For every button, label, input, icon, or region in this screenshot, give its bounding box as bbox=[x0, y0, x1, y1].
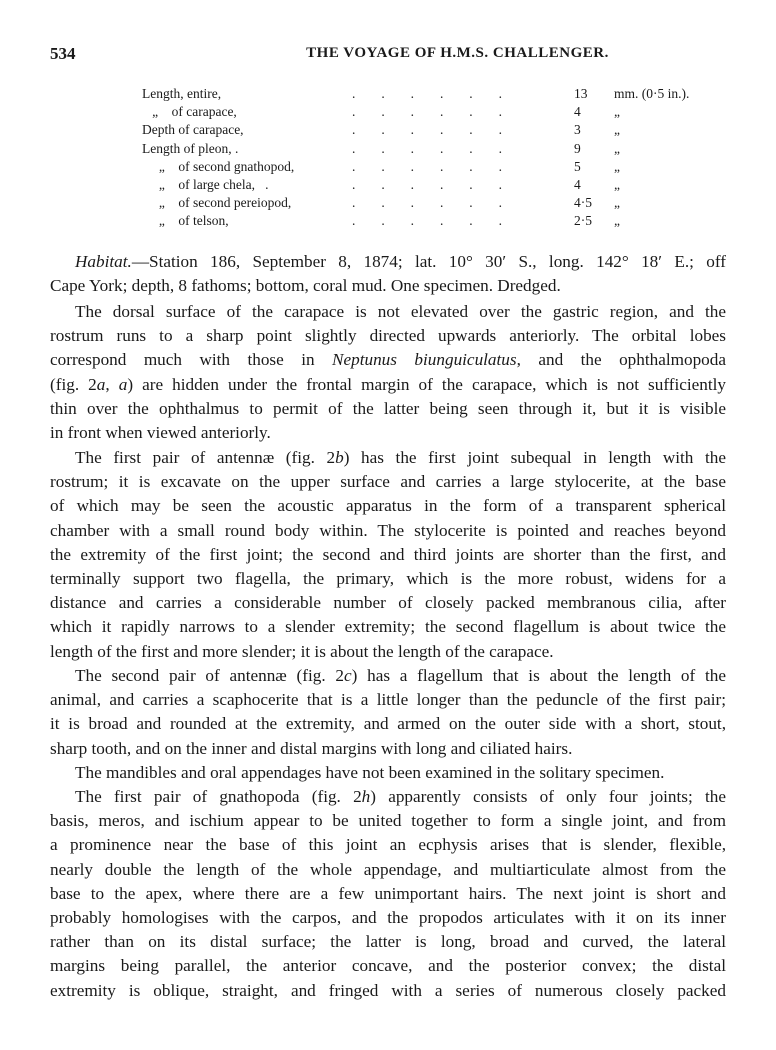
leader-dots bbox=[352, 104, 502, 120]
measurement-row bbox=[142, 159, 702, 177]
text-line bbox=[50, 348, 726, 372]
line-content: a prominence near the base of this joint an ecphysis arises that is slender, flexible, bbox=[50, 835, 726, 855]
line-content: extremity is oblique, straight, and fringed with a series of numerous closely packed bbox=[50, 980, 726, 1000]
line-content: animal, and carries a scaphocerite that is a little longer than the peduncle of the first pair; bbox=[50, 690, 726, 710]
text-line bbox=[50, 954, 726, 978]
page-number: 534 bbox=[50, 44, 76, 63]
leader-dot: . bbox=[469, 122, 473, 138]
leader-dot: . bbox=[469, 195, 473, 211]
text-line bbox=[50, 858, 726, 882]
line-content: The dorsal surface of the carapace is not elevated over the gastric region, and the bbox=[75, 302, 726, 321]
leader-dot: . bbox=[352, 86, 356, 101]
text-line bbox=[50, 324, 726, 348]
leader-dot: . bbox=[352, 176, 356, 192]
measurement-value: 5 bbox=[574, 158, 581, 174]
measurement-label: Depth of carapace, bbox=[142, 122, 244, 138]
leader-dots bbox=[352, 86, 502, 102]
leader-dot: . bbox=[410, 104, 414, 120]
leader-dot: . bbox=[381, 140, 385, 156]
leader-dot: . bbox=[469, 140, 473, 156]
line-content: in front when viewed anteriorly. bbox=[50, 422, 271, 442]
leader-dot: . bbox=[439, 104, 444, 120]
paragraph bbox=[50, 300, 726, 445]
line-content: thin over the ophthalmus to permit of the latter being seen through it, but it is visible bbox=[50, 398, 726, 418]
line-content: rostrum; it is excavate on the upper surface and carries a large stylocerite, at the base bbox=[50, 472, 726, 492]
line-content: which it rapidly narrows to a slender extremity; the second flagellum is about twice the bbox=[50, 617, 726, 637]
leader-dot: . bbox=[352, 158, 356, 174]
leader-dots bbox=[352, 213, 502, 229]
line-content: sharp tooth, and on the inner and distal margins with long and ciliated hairs. bbox=[50, 738, 573, 758]
line-content: distance and carries a considerable number of closely packed membranous cilia, after bbox=[50, 593, 726, 613]
measurement-label: „ of carapace, bbox=[142, 104, 237, 120]
measurement-row bbox=[142, 195, 702, 213]
paragraph bbox=[50, 664, 726, 761]
text-line bbox=[50, 712, 726, 736]
leader-dot: . bbox=[381, 176, 385, 192]
italic-text: c bbox=[344, 666, 352, 685]
measurement-value: 9 bbox=[574, 140, 581, 156]
text-line bbox=[50, 906, 726, 930]
measurement-unit: „ bbox=[614, 195, 620, 211]
leader-dot: . bbox=[439, 140, 444, 156]
leader-dot: . bbox=[498, 122, 502, 138]
measurement-label: „ of telson, bbox=[142, 213, 229, 229]
leader-dot: . bbox=[410, 158, 414, 174]
text-line bbox=[50, 664, 726, 688]
text-line bbox=[50, 300, 726, 324]
leader-dot: . bbox=[352, 104, 356, 120]
measurement-unit: „ bbox=[614, 140, 620, 156]
text-line bbox=[50, 274, 726, 298]
line-content: Cape York; depth, 8 fathoms; bottom, coral mud. One specimen. Dredged. bbox=[50, 276, 561, 296]
italic-text: h bbox=[361, 787, 371, 806]
line-content: (fig. 2a, a) are hidden under the frontal margin of the carapace, which is not sufficiently bbox=[50, 374, 726, 394]
leader-dot: . bbox=[381, 213, 385, 229]
leader-dots bbox=[352, 122, 502, 138]
line-content: length of the first and more slender; it is about the length of the carapace. bbox=[50, 641, 554, 661]
leader-dot: . bbox=[439, 122, 444, 138]
measurement-row bbox=[142, 141, 702, 159]
line-content: base to the apex, where there are a few unimportant hairs. The next joint is short and bbox=[50, 883, 726, 903]
line-content: margins being parallel, the anterior concave, and the posterior convex; the distal bbox=[50, 956, 726, 976]
measurement-unit: „ bbox=[614, 104, 620, 120]
leader-dot: . bbox=[381, 195, 385, 211]
line-content: rather than on its distal surface; the latter is long, broad and curved, the lateral bbox=[50, 932, 726, 952]
italic-text: Neptunus biunguiculatus bbox=[332, 350, 517, 370]
line-content: The mandibles and oral appendages have not been examined in the solitary specimen. bbox=[75, 763, 665, 782]
line-content: Habitat.—Station 186, September 8, 1874; lat. 10° 30′ S., long. 142° 18′ E.; off bbox=[75, 252, 726, 271]
text-line bbox=[50, 250, 726, 274]
measurement-unit: mm. (0·5 in.). bbox=[614, 86, 690, 101]
text-line bbox=[50, 397, 726, 421]
leader-dot: . bbox=[381, 86, 385, 101]
text-line bbox=[50, 373, 726, 397]
leader-dot: . bbox=[410, 195, 414, 211]
measurement-row bbox=[142, 122, 702, 140]
measurement-unit: „ bbox=[614, 213, 620, 229]
text-line bbox=[50, 494, 726, 518]
measurement-row bbox=[142, 86, 702, 104]
line-content: The first pair of gnathopoda (fig. 2h) apparently consists of only four joints; the bbox=[75, 787, 726, 806]
leader-dot: . bbox=[469, 86, 473, 101]
measurement-unit: „ bbox=[614, 122, 620, 138]
leader-dot: . bbox=[439, 176, 444, 192]
leader-dot: . bbox=[352, 122, 356, 138]
measurement-unit: „ bbox=[614, 176, 620, 192]
measurement-label: Length, entire, bbox=[142, 86, 222, 101]
measurement-value: 4·5 bbox=[574, 195, 592, 211]
leader-dot: . bbox=[381, 158, 385, 174]
text-line bbox=[50, 979, 726, 1003]
leader-dots bbox=[352, 177, 502, 193]
italic-text: a bbox=[118, 374, 128, 394]
leader-dot: . bbox=[498, 140, 502, 156]
paragraph bbox=[50, 446, 726, 664]
text-line bbox=[50, 882, 726, 906]
text-line bbox=[50, 591, 726, 615]
leader-dot: . bbox=[352, 195, 356, 211]
line-content: chamber with a small round body within. The stylocerite is pointed and reaches beyond bbox=[50, 520, 726, 540]
measurement-label: „ of second pereiopod, bbox=[142, 195, 292, 211]
paragraph bbox=[50, 761, 726, 785]
text-line bbox=[50, 519, 726, 543]
leader-dot: . bbox=[498, 213, 502, 229]
line-content: The first pair of antennæ (fig. 2b) has the first joint subequal in length with the bbox=[75, 448, 726, 467]
leader-dot: . bbox=[410, 140, 414, 156]
leader-dot: . bbox=[439, 195, 444, 211]
leader-dot: . bbox=[498, 86, 502, 101]
running-header bbox=[50, 44, 725, 66]
line-content: terminally support two flagella, the primary, which is the more robust, widens for a bbox=[50, 568, 726, 588]
text-line bbox=[50, 737, 726, 761]
paragraph bbox=[50, 785, 726, 1003]
leader-dot: . bbox=[469, 158, 473, 174]
leader-dot: . bbox=[469, 104, 473, 120]
measurement-unit: „ bbox=[614, 158, 620, 174]
measurement-row bbox=[142, 177, 702, 195]
measurement-label: „ of large chela, . bbox=[142, 176, 269, 192]
leader-dot: . bbox=[469, 213, 473, 229]
text-line bbox=[50, 833, 726, 857]
text-line bbox=[50, 615, 726, 639]
text-line bbox=[50, 421, 726, 445]
measurement-value: 13 bbox=[574, 86, 588, 101]
measurements-table bbox=[142, 86, 702, 232]
line-content: it is broad and rounded at the extremity, and armed on the outer side with a short, stout, bbox=[50, 714, 726, 734]
text-line bbox=[50, 470, 726, 494]
line-content: basis, meros, and ischium appear to be united together to form a single joint, and from bbox=[50, 811, 726, 831]
measurement-label: „ of second gnathopod, bbox=[142, 158, 295, 174]
paragraph bbox=[50, 250, 726, 298]
line-content: of which may be seen the acoustic apparatus in the form of a transparent spherical bbox=[50, 496, 726, 516]
leader-dot: . bbox=[410, 86, 414, 101]
text-line bbox=[50, 761, 726, 785]
leader-dot: . bbox=[498, 104, 502, 120]
line-content: The second pair of antennæ (fig. 2c) has a flagellum that is about the length of the bbox=[75, 666, 726, 685]
text-line bbox=[50, 930, 726, 954]
text-line bbox=[50, 809, 726, 833]
leader-dot: . bbox=[381, 122, 385, 138]
leader-dots bbox=[352, 195, 502, 211]
leader-dot: . bbox=[381, 104, 385, 120]
leader-dot: . bbox=[352, 140, 356, 156]
line-content: nearly double the length of the whole appendage, and multiarticulate almost from the bbox=[50, 859, 726, 879]
line-content: correspond much with those in Neptunus biunguiculatus, and the ophthalmopoda bbox=[50, 350, 726, 370]
measurement-value: 3 bbox=[574, 122, 581, 138]
measurement-value: 2·5 bbox=[574, 213, 592, 229]
italic-text: Habitat. bbox=[75, 252, 132, 271]
leader-dot: . bbox=[498, 158, 502, 174]
measurement-row bbox=[142, 213, 702, 231]
text-line bbox=[50, 567, 726, 591]
italic-text: a bbox=[96, 374, 106, 394]
leader-dot: . bbox=[410, 213, 414, 229]
leader-dot: . bbox=[410, 122, 414, 138]
text-line bbox=[50, 543, 726, 567]
measurement-value: 4 bbox=[574, 176, 581, 192]
measurement-row bbox=[142, 104, 702, 122]
leader-dot: . bbox=[439, 158, 444, 174]
text-line bbox=[50, 446, 726, 470]
text-line bbox=[50, 785, 726, 809]
leader-dot: . bbox=[498, 195, 502, 211]
italic-text: b bbox=[335, 448, 344, 467]
leader-dot: . bbox=[439, 86, 444, 101]
leader-dots bbox=[352, 141, 502, 157]
leader-dot: . bbox=[498, 176, 502, 192]
leader-dots bbox=[352, 159, 502, 175]
leader-dot: . bbox=[352, 213, 356, 229]
leader-dot: . bbox=[469, 176, 473, 192]
line-content: the extremity of the first joint; the second and third joints are shorter than the first, and bbox=[50, 544, 726, 564]
text-line bbox=[50, 688, 726, 712]
line-content: probably homologises with the carpos, and the propodos articulates with it on its inner bbox=[50, 907, 726, 927]
leader-dot: . bbox=[410, 176, 414, 192]
leader-dot: . bbox=[439, 213, 444, 229]
text-line bbox=[50, 640, 726, 664]
measurement-label: Length of pleon, . bbox=[142, 140, 239, 156]
running-title: THE VOYAGE OF H.M.S. CHALLENGER. bbox=[306, 45, 609, 61]
line-content: rostrum runs to a sharp point slightly directed upwards anteriorly. The orbital lobes bbox=[50, 326, 726, 346]
measurement-value: 4 bbox=[574, 104, 581, 120]
